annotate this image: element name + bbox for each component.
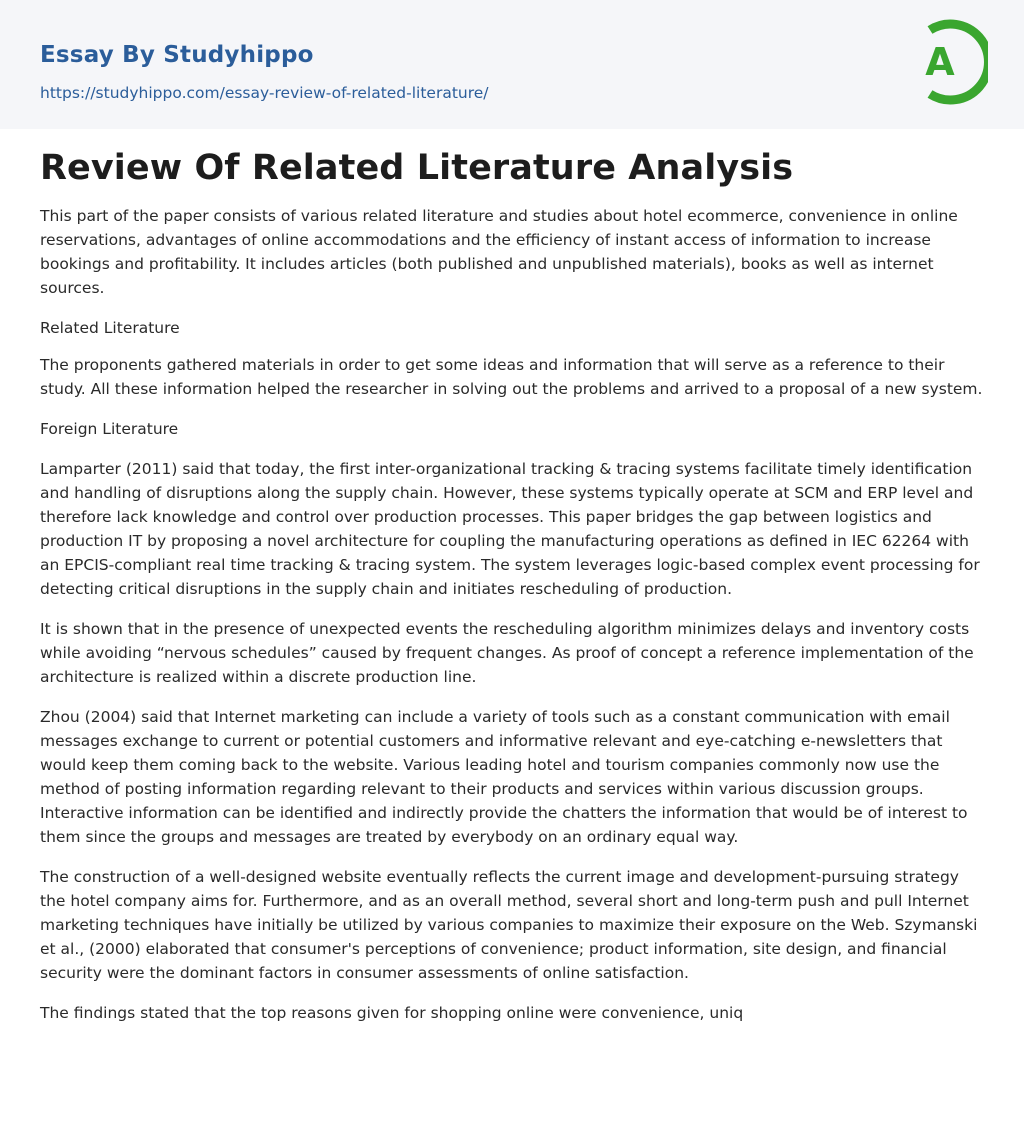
rescheduling-paragraph: It is shown that in the presence of unexpected events the rescheduling algorithm minimizes delays and inventory costs while avoiding “nervous schedules” caused by frequent changes. As proof of concept a reference implementation of the architecture is realized within a discrete production line. (40, 620, 974, 686)
findings-paragraph: The findings stated that the top reasons given for shopping online were convenience, uniq (40, 1004, 744, 1022)
article-title: Review Of Related Literature Analysis (40, 148, 794, 188)
logo-letter: A (925, 40, 955, 84)
website-construction-paragraph: The construction of a well-designed website eventually reflects the current image and development-pursuing strategy the hotel company aims for. Furthermore, and as an overall method, several short and long-term push and pull Internet marketing techniques have initially be utilized by various companies to maximize their exposure on the Web. Szymanski et al., (2000) elaborated that consumer's perceptions of convenience; product information, site design, and financial security were the dominant factors in consumer assessments of online satisfaction. (40, 868, 978, 982)
intro-paragraph: This part of the paper consists of various related literature and studies about hotel ecommerce, convenience in online reservations, advantages of online accommodations and the efficiency of instant access of information to increase bookings and profitability. It includes articles (both published and unpublished materials), books as well as internet sources. (40, 207, 958, 297)
studyhippo-logo-icon[interactable] (910, 18, 988, 106)
site-header (0, 0, 1024, 129)
brand-title[interactable]: Essay By Studyhippo (40, 42, 314, 68)
related-literature-heading: Related Literature (40, 319, 180, 337)
foreign-literature-heading: Foreign Literature (40, 420, 179, 438)
article (40, 146, 984, 1041)
related-literature-paragraph: The proponents gathered materials in order to get some ideas and information that will serve as a reference to their study. All these information helped the researcher in solving out the problems and arrived to a proposal of a new system. (40, 356, 983, 398)
lamparter-paragraph: Lamparter (2011) said that today, the first inter-organizational tracking & tracing systems facilitate timely identification and handling of disruptions along the supply chain. However, these systems typically operate at SCM and ERP level and therefore lack knowledge and control over production processes. This paper bridges the gap between logistics and production IT by proposing a novel architecture for coupling the manufacturing operations as defined in IEC 62264 with an EPCIS-compliant real time tracking & tracing system. The system leverages logic-based complex event processing for detecting critical disruptions in the supply chain and initiates rescheduling of production. (40, 460, 980, 598)
zhou-paragraph: Zhou (2004) said that Internet marketing can include a variety of tools such as a constant communication with email messages exchange to current or potential customers and informative relevant and eye-catching e-newsletters that would keep them coming back to the website. Various leading hotel and tourism companies commonly now use the method of posting information regarding relevant to their products and services within various discussion groups. Interactive information can be identified and indirectly provide the chatters the information that would be of interest to them since the groups and messages are treated by everybody on an ordinary equal way. (40, 708, 968, 846)
source-url-link[interactable]: https://studyhippo.com/essay-review-of-related-literature/ (40, 84, 489, 102)
